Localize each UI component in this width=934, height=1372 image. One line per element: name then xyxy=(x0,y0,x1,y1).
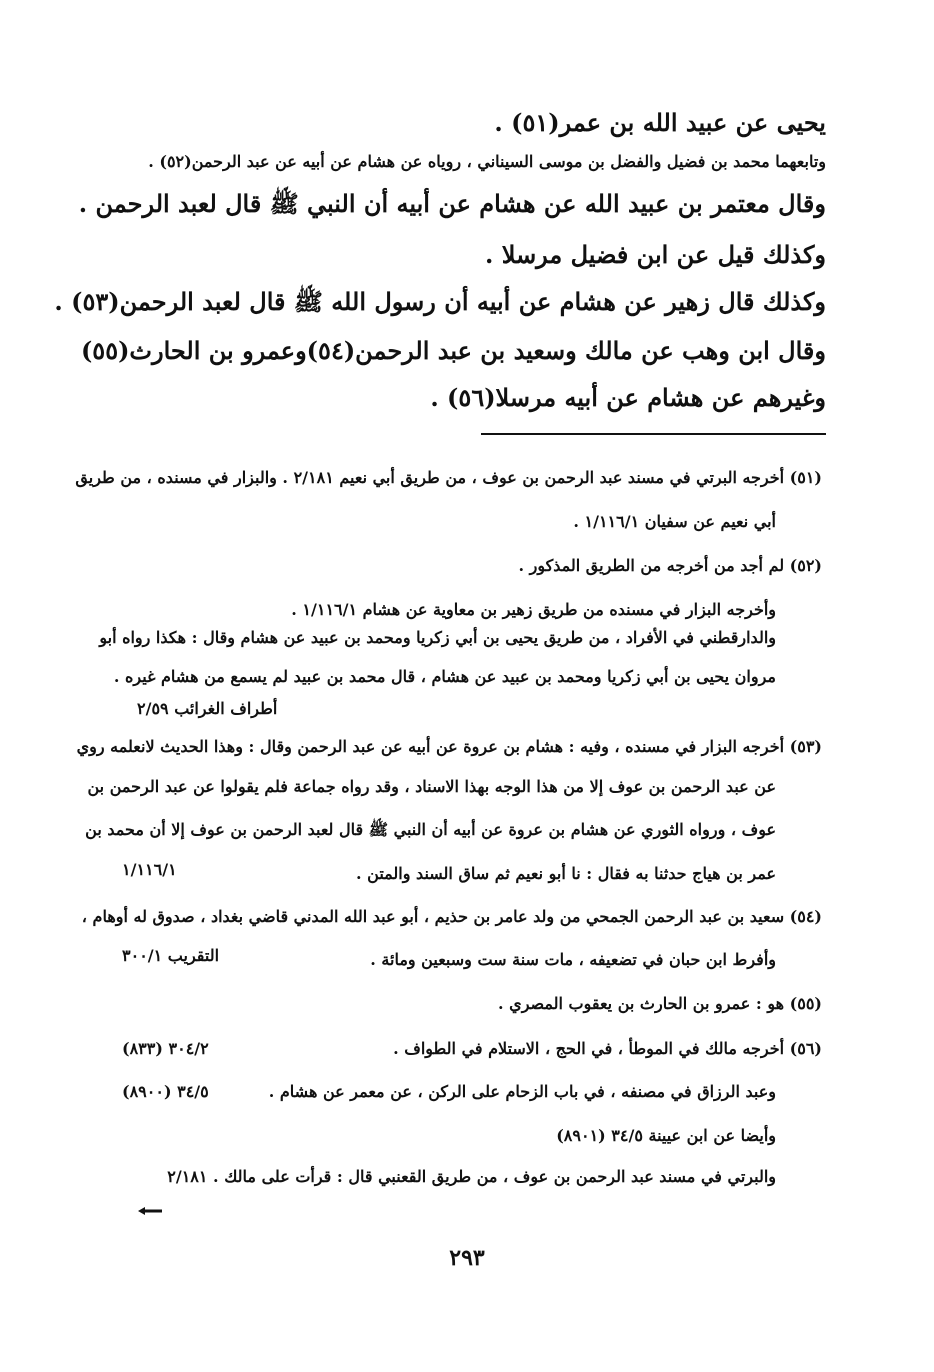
main-text-line: وكذلك قيل عن ابن فضيل مرسلا . xyxy=(485,240,826,269)
main-text-line: وقال معتمر بن عبيد الله عن هشام عن أبيه أن النبي ﷺ قال لعبد الرحمن . xyxy=(78,189,826,218)
footnote-line: وعبد الرزاق في مصنفه ، في باب الزحام على الركن ، عن معمر عن هشام . xyxy=(268,1082,776,1101)
footnote-line: عمر بن هياج حدثنا به فقال : نا أبو نعيم ثم ساق السند والمتن . xyxy=(356,864,776,883)
footnote-line: (٥٥) هو : عمرو بن الحارث بن يعقوب المصري . xyxy=(498,994,822,1013)
footnote-line: أبي نعيم عن سفيان ١/١١٦/١ . xyxy=(573,512,776,531)
side-reference: ٣٤/٥ (٨٩٠٠) xyxy=(122,1082,209,1101)
main-text-line: وقال ابن وهب عن مالك وسعيد بن عبد الرحمن(٥٤)وعمرو بن الحارث(٥٥) xyxy=(80,336,826,365)
footnote-line: وأيضا عن ابن عيينة ٣٤/٥ (٨٩٠١) xyxy=(556,1126,776,1145)
footnote-line: (٥٢) لم أجد من أخرجه من الطريق المذكور . xyxy=(518,556,822,575)
side-reference: التقريب ٣٠٠/١ xyxy=(122,946,220,965)
page-number: ٢٩٣ xyxy=(449,1245,485,1271)
footnote-line: عن عبد الرحمن بن عوف إلا من هذا الوجه بهذا الاسناد ، وقد رواه جماعة فلم يقولوا عن عبد الرحمن بن xyxy=(87,777,776,796)
footnote-line: (٥٦) أخرجه مالك في الموطأ ، في الحج ، الاستلام في الطواف . xyxy=(393,1039,822,1058)
footnote-line: مروان يحيى بن أبي زكريا ومحمد بن عبيد عن هشام ، قال محمد بن عبيد لم يسمع من هشام غيره . xyxy=(113,667,776,686)
footnote-line: (٥٣) أخرجه البزار في مسنده ، وفيه : هشام بن عروة عن أبيه عن عبد الرحمن وقال : وهذا الحديث لانعلمه روي xyxy=(76,737,822,756)
footnote-line: والدارقطني في الأفراد ، من طريق يحيى بن أبي زكريا ومحمد بن عبيد عن هشام وقال : هكذا رواه أبو xyxy=(99,628,776,647)
main-text-line: وكذلك قال زهير عن هشام عن أبيه أن رسول الله ﷺ قال لعبد الرحمن(٥٣) . xyxy=(54,287,826,316)
left-arrow-icon xyxy=(138,1205,162,1217)
footnote-line: (٥١) أخرجه البرتي في مسند عبد الرحمن بن عوف ، من طريق أبي نعيم ٢/١٨١ . والبزار في مسنده ، من طريق xyxy=(75,468,822,487)
side-reference: أطراف الغرائب ٢/٥٩ xyxy=(137,699,278,718)
main-text-line: وتابعهما محمد بن فضيل والفضل بن موسى السيناني ، روياه عن هشام عن أبيه عن عبد الرحمن(٥٢) . xyxy=(148,152,826,171)
footnote-line: عوف ، ورواه الثوري عن هشام بن عروة عن أبيه أن النبي ﷺ قال لعبد الرحمن بن عوف إلا أن محمد بن xyxy=(85,820,776,839)
footnote-line: والبرتي في مسند عبد الرحمن بن عوف ، من طريق القعنبي قال : قرأت على مالك . ٢/١٨١ xyxy=(167,1167,776,1186)
main-text-line: وغيرهم عن هشام عن أبيه مرسلا(٥٦) . xyxy=(430,383,826,412)
footnote-line: وأخرجه البزار في مسنده من طريق زهير بن معاوية عن هشام ١/١١٦/١ . xyxy=(291,600,776,619)
main-text-line: يحيى عن عبيد الله بن عمر(٥١) . xyxy=(494,108,826,137)
side-reference: ٣٠٤/٢ (٨٣٣) xyxy=(122,1039,209,1058)
footnote-line: وأفرط ابن حبان في تضعيفه ، مات سنة ست وسبعين ومائة . xyxy=(370,950,776,969)
footnote-separator xyxy=(481,433,826,435)
footnote-line: (٥٤) سعيد بن عبد الرحمن الجمحي من ولد عامر بن حذيم ، أبو عبد الله المدني قاضي بغداد ، صدوق له أوهام ، xyxy=(81,907,822,926)
side-reference: ١/١١٦/١ xyxy=(122,860,177,879)
